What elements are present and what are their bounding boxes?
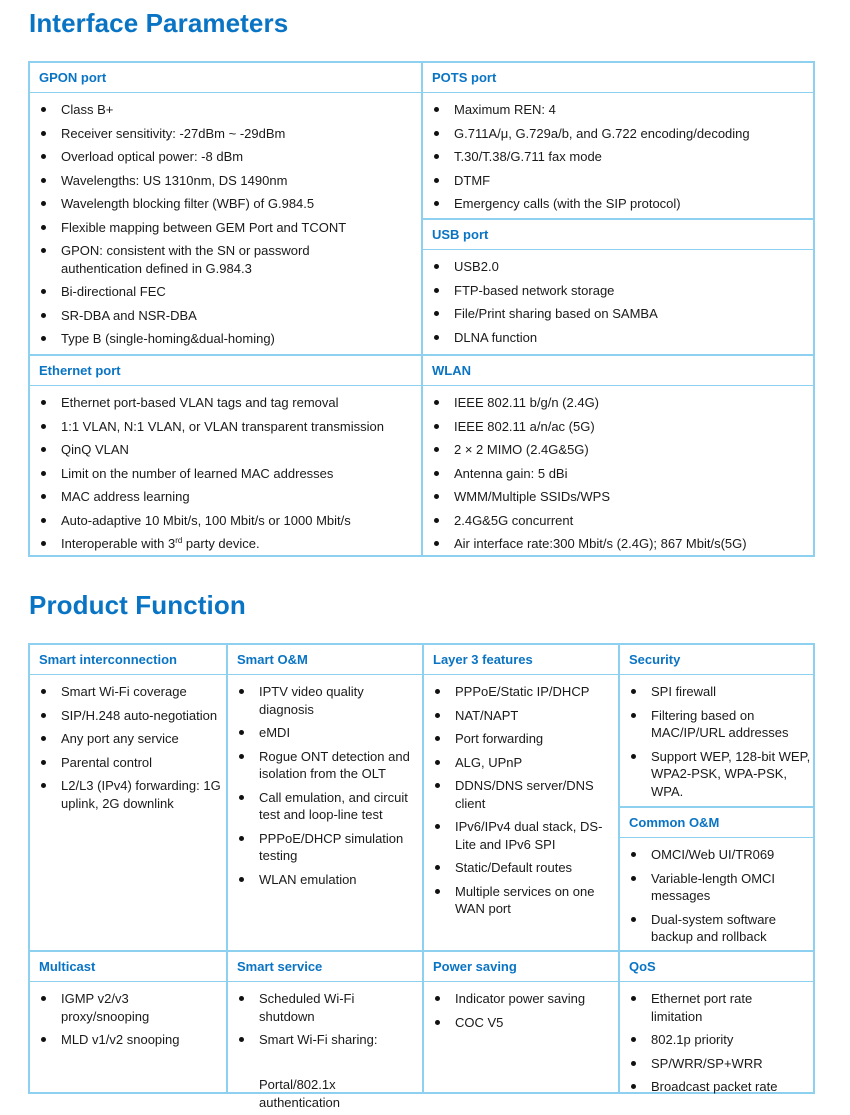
list-item: PPPoE/DHCP simulation testing — [237, 830, 418, 865]
list-item: DTMF — [432, 172, 811, 190]
list-item: GPON: consistent with the SN or password authentication defined in G.984.3 — [39, 242, 417, 277]
multicast-list — [30, 990, 226, 1055]
list-item: DDNS/DNS server/DNS client — [433, 777, 614, 812]
smart-service-header: Smart service — [228, 952, 422, 982]
interface-parameters-title: Interface Parameters — [29, 8, 289, 38]
smart-interconnection-section — [30, 645, 226, 950]
list-item: IEEE 802.11 b/g/n (2.4G) — [432, 394, 811, 412]
wlan-section — [423, 356, 815, 556]
list-item: SP/WRR/SP+WRR — [629, 1055, 811, 1073]
list-item: Ethernet port-based VLAN tags and tag removal — [39, 394, 417, 412]
power-saving-list — [424, 990, 618, 1037]
qos-header: QoS — [620, 952, 815, 982]
list-item-continuation: Portal/802.1x authentication — [259, 1077, 340, 1110]
list-item: eMDI — [237, 724, 418, 742]
list-item: Support WEP, 128-bit WEP, WPA2-PSK, WPA-PSK, WPA. — [629, 748, 811, 801]
smart-interconnection-list — [30, 683, 226, 818]
list-item: Overload optical power: -8 dBm — [39, 148, 417, 166]
pots-port-header: POTS port — [423, 63, 815, 93]
list-item: Smart Wi-Fi sharing: — [237, 1031, 418, 1049]
ordinal-suffix: rd — [175, 536, 183, 545]
list-item: IPv6/IPv4 dual stack, DS-Lite and IPv6 SPI — [433, 818, 614, 853]
list-item: L2/L3 (IPv4) forwarding: 1G uplink, 2G downlink — [39, 777, 222, 812]
list-item: QinQ VLAN — [39, 441, 417, 459]
list-item: Auto-adaptive 10 Mbit/s, 100 Mbit/s or 1000 Mbit/s — [39, 512, 417, 530]
list-item: Port forwarding — [433, 730, 614, 748]
list-item: Antenna gain: 5 dBi — [432, 465, 811, 483]
layer3-features-header: Layer 3 features — [424, 645, 618, 675]
list-item: Variable-length OMCI messages — [629, 870, 811, 905]
list-item: SPI firewall — [629, 683, 811, 701]
list-item: Emergency calls (with the SIP protocol) — [432, 195, 811, 213]
list-item: Multiple services on one WAN port — [433, 883, 614, 918]
list-item: Parental control — [39, 754, 222, 772]
list-item: FTP-based network storage — [432, 282, 811, 300]
list-item: Receiver sensitivity: -27dBm ~ -29dBm — [39, 125, 417, 143]
list-item: Smart Wi-Fi coverage — [39, 683, 222, 701]
list-item: Bi-directional FEC — [39, 283, 417, 301]
list-item: 2 × 2 MIMO (2.4G&5G) — [432, 441, 811, 459]
list-item: Any port any service — [39, 730, 222, 748]
smart-service-section — [228, 952, 422, 1110]
list-item: Flexible mapping between GEM Port and TCONT — [39, 219, 417, 237]
qos-list — [620, 990, 815, 1102]
list-item: Call emulation, and circuit test and loop-line test — [237, 789, 418, 824]
pots-port-section — [423, 63, 815, 218]
wlan-header: WLAN — [423, 356, 815, 386]
power-saving-header: Power saving — [424, 952, 618, 982]
list-item: 2.4G&5G concurrent — [432, 512, 811, 530]
list-item: OMCI/Web UI/TR069 — [629, 846, 811, 864]
common-om-list — [620, 846, 815, 952]
smart-om-section — [228, 645, 422, 950]
security-section — [620, 645, 815, 806]
list-item: File/Print sharing based on SAMBA — [432, 305, 811, 323]
ethernet-port-section — [30, 356, 421, 556]
list-item: G.711A/μ, G.729a/b, and G.722 encoding/decoding — [432, 125, 811, 143]
common-om-header: Common O&M — [620, 808, 815, 838]
pots-port-list — [423, 101, 815, 219]
list-item: Wavelengths: US 1310nm, DS 1490nm — [39, 172, 417, 190]
list-item: Class B+ — [39, 101, 417, 119]
qos-section — [620, 952, 815, 1094]
multicast-section — [30, 952, 226, 1094]
security-header: Security — [620, 645, 815, 675]
list-item: Maximum REN: 4 — [432, 101, 811, 119]
product-function-title: Product Function — [29, 590, 246, 620]
smart-interconnection-header: Smart interconnection — [30, 645, 226, 675]
layer3-features-list — [424, 683, 618, 924]
item-text: party device. — [182, 536, 260, 551]
list-item: Type B (single-homing&dual-homing) — [39, 330, 417, 348]
list-item: DLNA function — [432, 329, 811, 347]
gpon-port-list — [30, 101, 421, 354]
product-function-table — [28, 643, 815, 1110]
list-item: SR-DBA and NSR-DBA — [39, 307, 417, 325]
list-item — [39, 535, 417, 553]
list-item: USB2.0 — [432, 258, 811, 276]
list-item: Broadcast packet rate — [629, 1078, 811, 1096]
list-item: Ethernet port rate limitation — [629, 990, 811, 1025]
list-item: T.30/T.38/G.711 fax mode — [432, 148, 811, 166]
interface-parameters-table — [28, 61, 815, 557]
list-item: WMM/Multiple SSIDs/WPS — [432, 488, 811, 506]
smart-om-list — [228, 683, 422, 894]
ethernet-port-list — [30, 394, 421, 559]
list-item: WLAN emulation — [237, 871, 418, 889]
list-item: COC V5 — [433, 1014, 614, 1032]
list-item: Limit on the number of learned MAC addresses — [39, 465, 417, 483]
list-item: IGMP v2/v3 proxy/snooping — [39, 990, 222, 1025]
gpon-port-section — [30, 63, 421, 354]
list-item: Air interface rate:300 Mbit/s (2.4G); 867 Mbit/s(5G) — [432, 535, 811, 553]
list-item: IEEE 802.11 a/n/ac (5G) — [432, 418, 811, 436]
list-item: PPPoE/Static IP/DHCP — [433, 683, 614, 701]
common-om-section — [620, 808, 815, 950]
list-item: SIP/H.248 auto-negotiation — [39, 707, 222, 725]
list-item: Scheduled Wi-Fi shutdown — [237, 990, 418, 1025]
usb-port-list — [423, 258, 815, 352]
list-item: 802.1p priority — [629, 1031, 811, 1049]
multicast-header: Multicast — [30, 952, 226, 982]
list-item: Indicator power saving — [433, 990, 614, 1008]
list-item: NAT/NAPT — [433, 707, 614, 725]
smart-om-header: Smart O&M — [228, 645, 422, 675]
list-item: MAC address learning — [39, 488, 417, 506]
list-item: MLD v1/v2 snooping — [39, 1031, 222, 1049]
security-list — [620, 683, 815, 806]
list-item: IPTV video quality diagnosis — [237, 683, 418, 718]
item-text: Interoperable with 3 — [61, 536, 176, 551]
ethernet-port-header: Ethernet port — [30, 356, 421, 386]
list-item: Rogue ONT detection and isolation from the OLT — [237, 748, 418, 783]
list-item: Static/Default routes — [433, 859, 614, 877]
list-item: Wavelength blocking filter (WBF) of G.984.5 — [39, 195, 417, 213]
wlan-list — [423, 394, 815, 559]
list-item: ALG, UPnP — [433, 754, 614, 772]
list-item: Filtering based on MAC/IP/URL addresses — [629, 707, 811, 742]
layer3-features-section — [424, 645, 618, 950]
usb-port-section — [423, 220, 815, 354]
list-item: Dual-system software backup and rollback — [629, 911, 811, 946]
list-item: 1:1 VLAN, N:1 VLAN, or VLAN transparent transmission — [39, 418, 417, 436]
usb-port-header: USB port — [423, 220, 815, 250]
gpon-port-header: GPON port — [30, 63, 421, 93]
smart-service-list — [228, 990, 422, 1053]
power-saving-section — [424, 952, 618, 1094]
